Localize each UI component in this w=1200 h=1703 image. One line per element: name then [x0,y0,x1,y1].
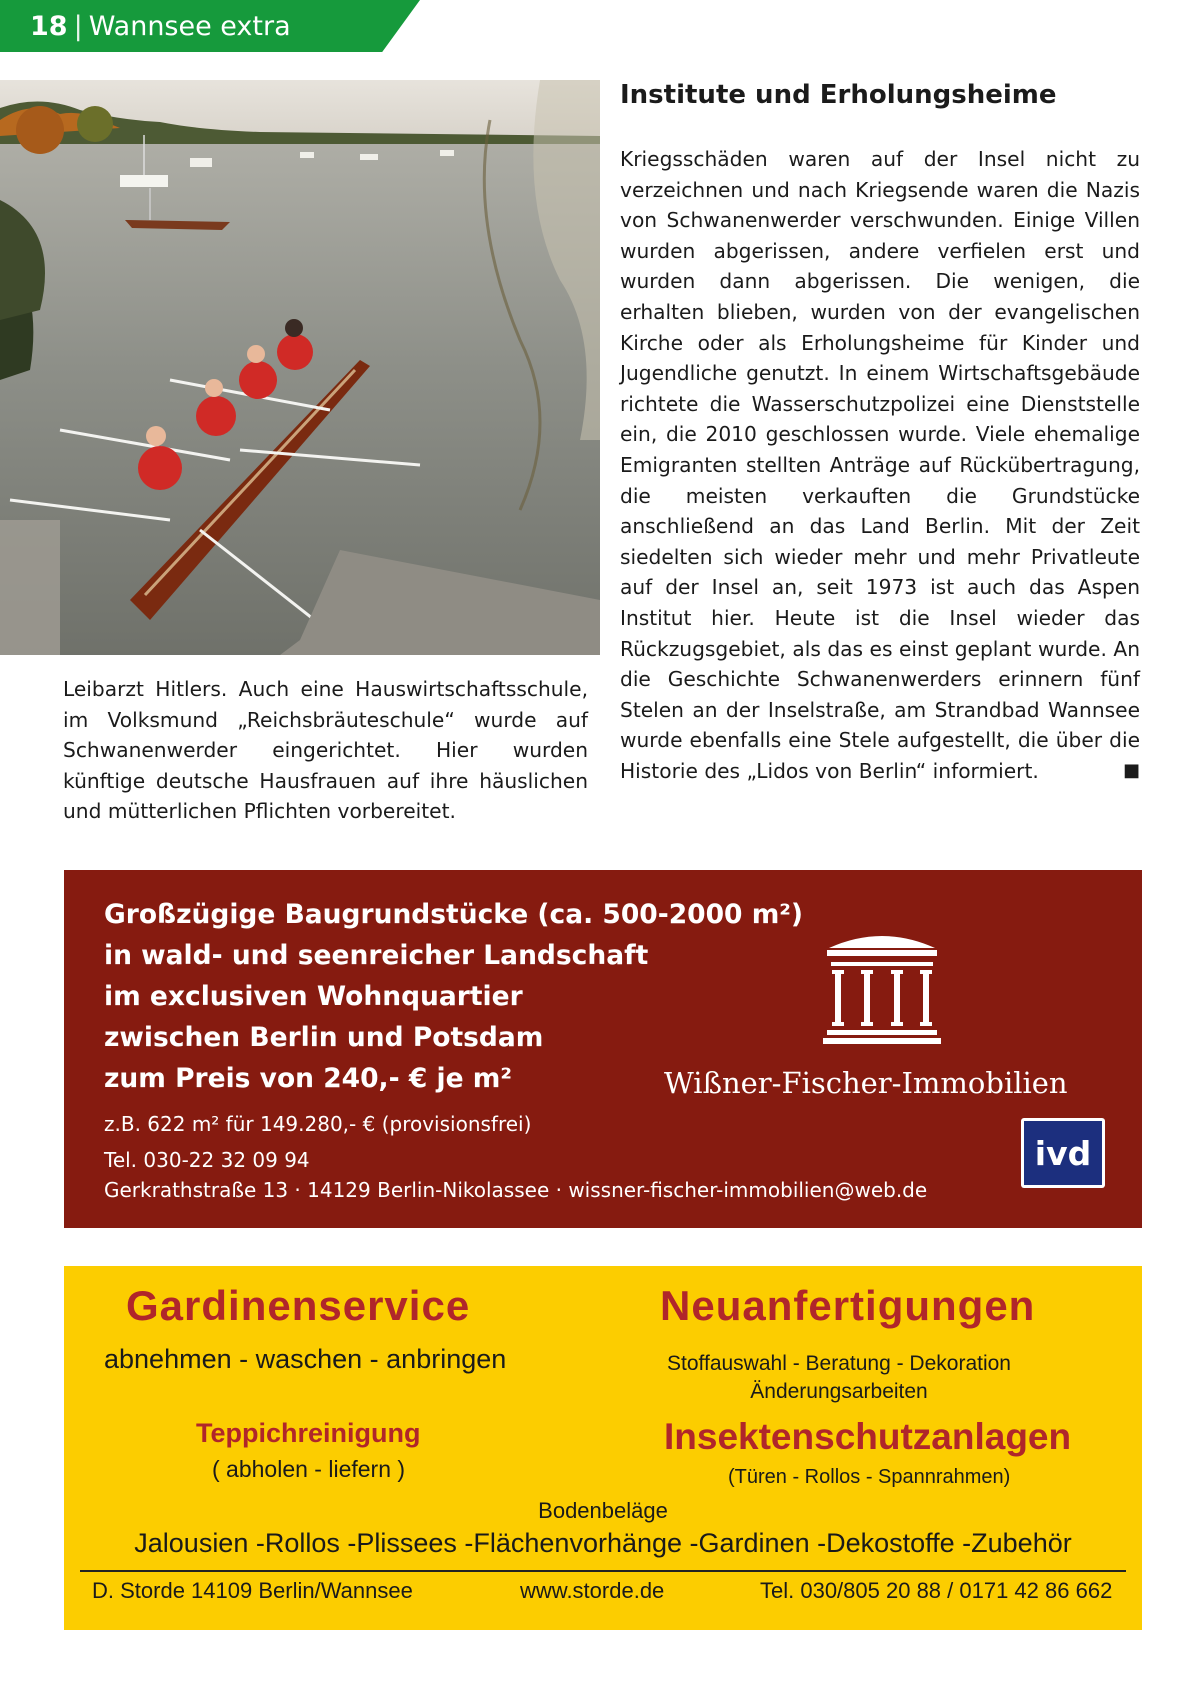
article-right-column [620,144,1140,786]
article-right-text: Kriegsschäden waren auf der Insel nicht zu verzeichnen und nach Kriegsende waren die Nazis von Schwanenwerder verschwunden. Einige Villen wurden abgerissen, andere verfielen erst und wurden dann abgerissen. Die wenigen, die erhalten blieben, wurden von der evangelischen Kirche oder als Erholungsheime für Kinder und Jugendliche genutzt. In einem Wirtschaftsgebäude richtete die Wasserschutzpolizei eine Dienststelle ein, die 2010 geschlossen wurde. Viele ehemalige Emigranten stellten Anträge auf Rückübertragung, die meisten verkauften die Grundstücke anschließend an das Land Berlin. Mit der Zeit siedelten sich wieder mehr und mehr Privatleute auf der Insel an, seit 1973 ist auch das Aspen Institut hier. Heute ist die Insel wieder das Rückzugsgebiet, als das es einst geplant wurde. An die Geschichte Schwanenwerders erinnern fünf Stelen an der Inselstraße, am Strandbad Wannsee wurde ebenfalls eine Stele aufgestellt, die über die Historie des „Lidos von Berlin“ informiert. [620,147,1140,783]
realestate-address: Gerkrathstraße 13 · 14129 Berlin-Nikolassee · wissner-fischer-immobilien@web.de [104,1178,928,1202]
teppichreinigung-subtitle: ( abholen - liefern ) [212,1456,406,1482]
headline-line: zum Preis von 240,- € je m² [104,1063,513,1094]
page-number: 18 [30,11,68,42]
headline-line: Großzügige Baugrundstücke (ca. 500-2000 m²) [104,899,804,930]
bodenbelaege-text: Bodenbeläge [538,1498,668,1523]
realestate-example: z.B. 622 m² für 149.280,- € (provisionsfrei) [104,1112,532,1136]
temple-columns-icon [819,926,945,1050]
gardinenservice-subtitle: abnehmen - waschen - anbringen [104,1344,507,1374]
footer-phone: Tel. 030/805 20 88 / 0171 42 86 662 [760,1578,1113,1603]
realestate-brand: Wißner-Fischer-Immobilien [664,1066,1068,1100]
footer-website[interactable]: www.storde.de [520,1578,665,1603]
neuanfertigungen-subtitle-2: Änderungsarbeiten [750,1380,928,1403]
curtain-service-ad [64,1266,1142,1630]
neuanfertigungen-subtitle: Stoffauswahl - Beratung - Dekoration [667,1352,1011,1375]
realestate-phone: Tel. 030-22 32 09 94 [104,1148,310,1172]
insektenschutz-subtitle: (Türen - Rollos - Spannrahmen) [728,1466,1011,1488]
ivd-badge-label: ivd [1024,1121,1102,1185]
section-title: Wannsee extra [88,11,291,42]
gardinenservice-title: Gardinenservice [126,1282,471,1329]
article-title: Institute und Erholungsheime [620,80,1057,110]
neuanfertigungen-title: Neuanfertigungen [660,1282,1036,1329]
footer-company: D. Storde 14109 Berlin/Wannsee [92,1578,413,1603]
headline-line: im exclusiven Wohnquartier [104,981,523,1012]
end-mark-icon: ■ [1122,759,1140,781]
ivd-badge [1021,1118,1105,1188]
realestate-ad [64,870,1142,1228]
headline-line: in wald- und seenreicher Landschaft [104,940,649,971]
headline-line: zwischen Berlin und Potsdam [104,1022,544,1053]
footer-divider [80,1570,1126,1572]
teppichreinigung-title: Teppichreinigung [196,1418,421,1448]
rowing-boat-lake-photo-icon [0,80,600,655]
products-line: Jalousien -Rollos -Plissees -Flächenvorhänge -Gardinen -Dekostoffe -Zubehör [134,1528,1072,1558]
header-separator: | [73,11,83,42]
rowing-boat-photo [0,80,600,655]
insektenschutz-title: Insektenschutzanlagen [664,1416,1072,1457]
section-header-label [30,11,291,42]
article-left-column: Leibarzt Hitlers. Auch eine Hauswirtschaftsschule, im Volksmund „Reichsbräuteschule“ wurde auf Schwanenwerder eingerichtet. Hier wurden künftige deutsche Hausfrauen auf ihre häuslichen und mütterlichen Pflichten vorbereitet. [63,677,588,824]
